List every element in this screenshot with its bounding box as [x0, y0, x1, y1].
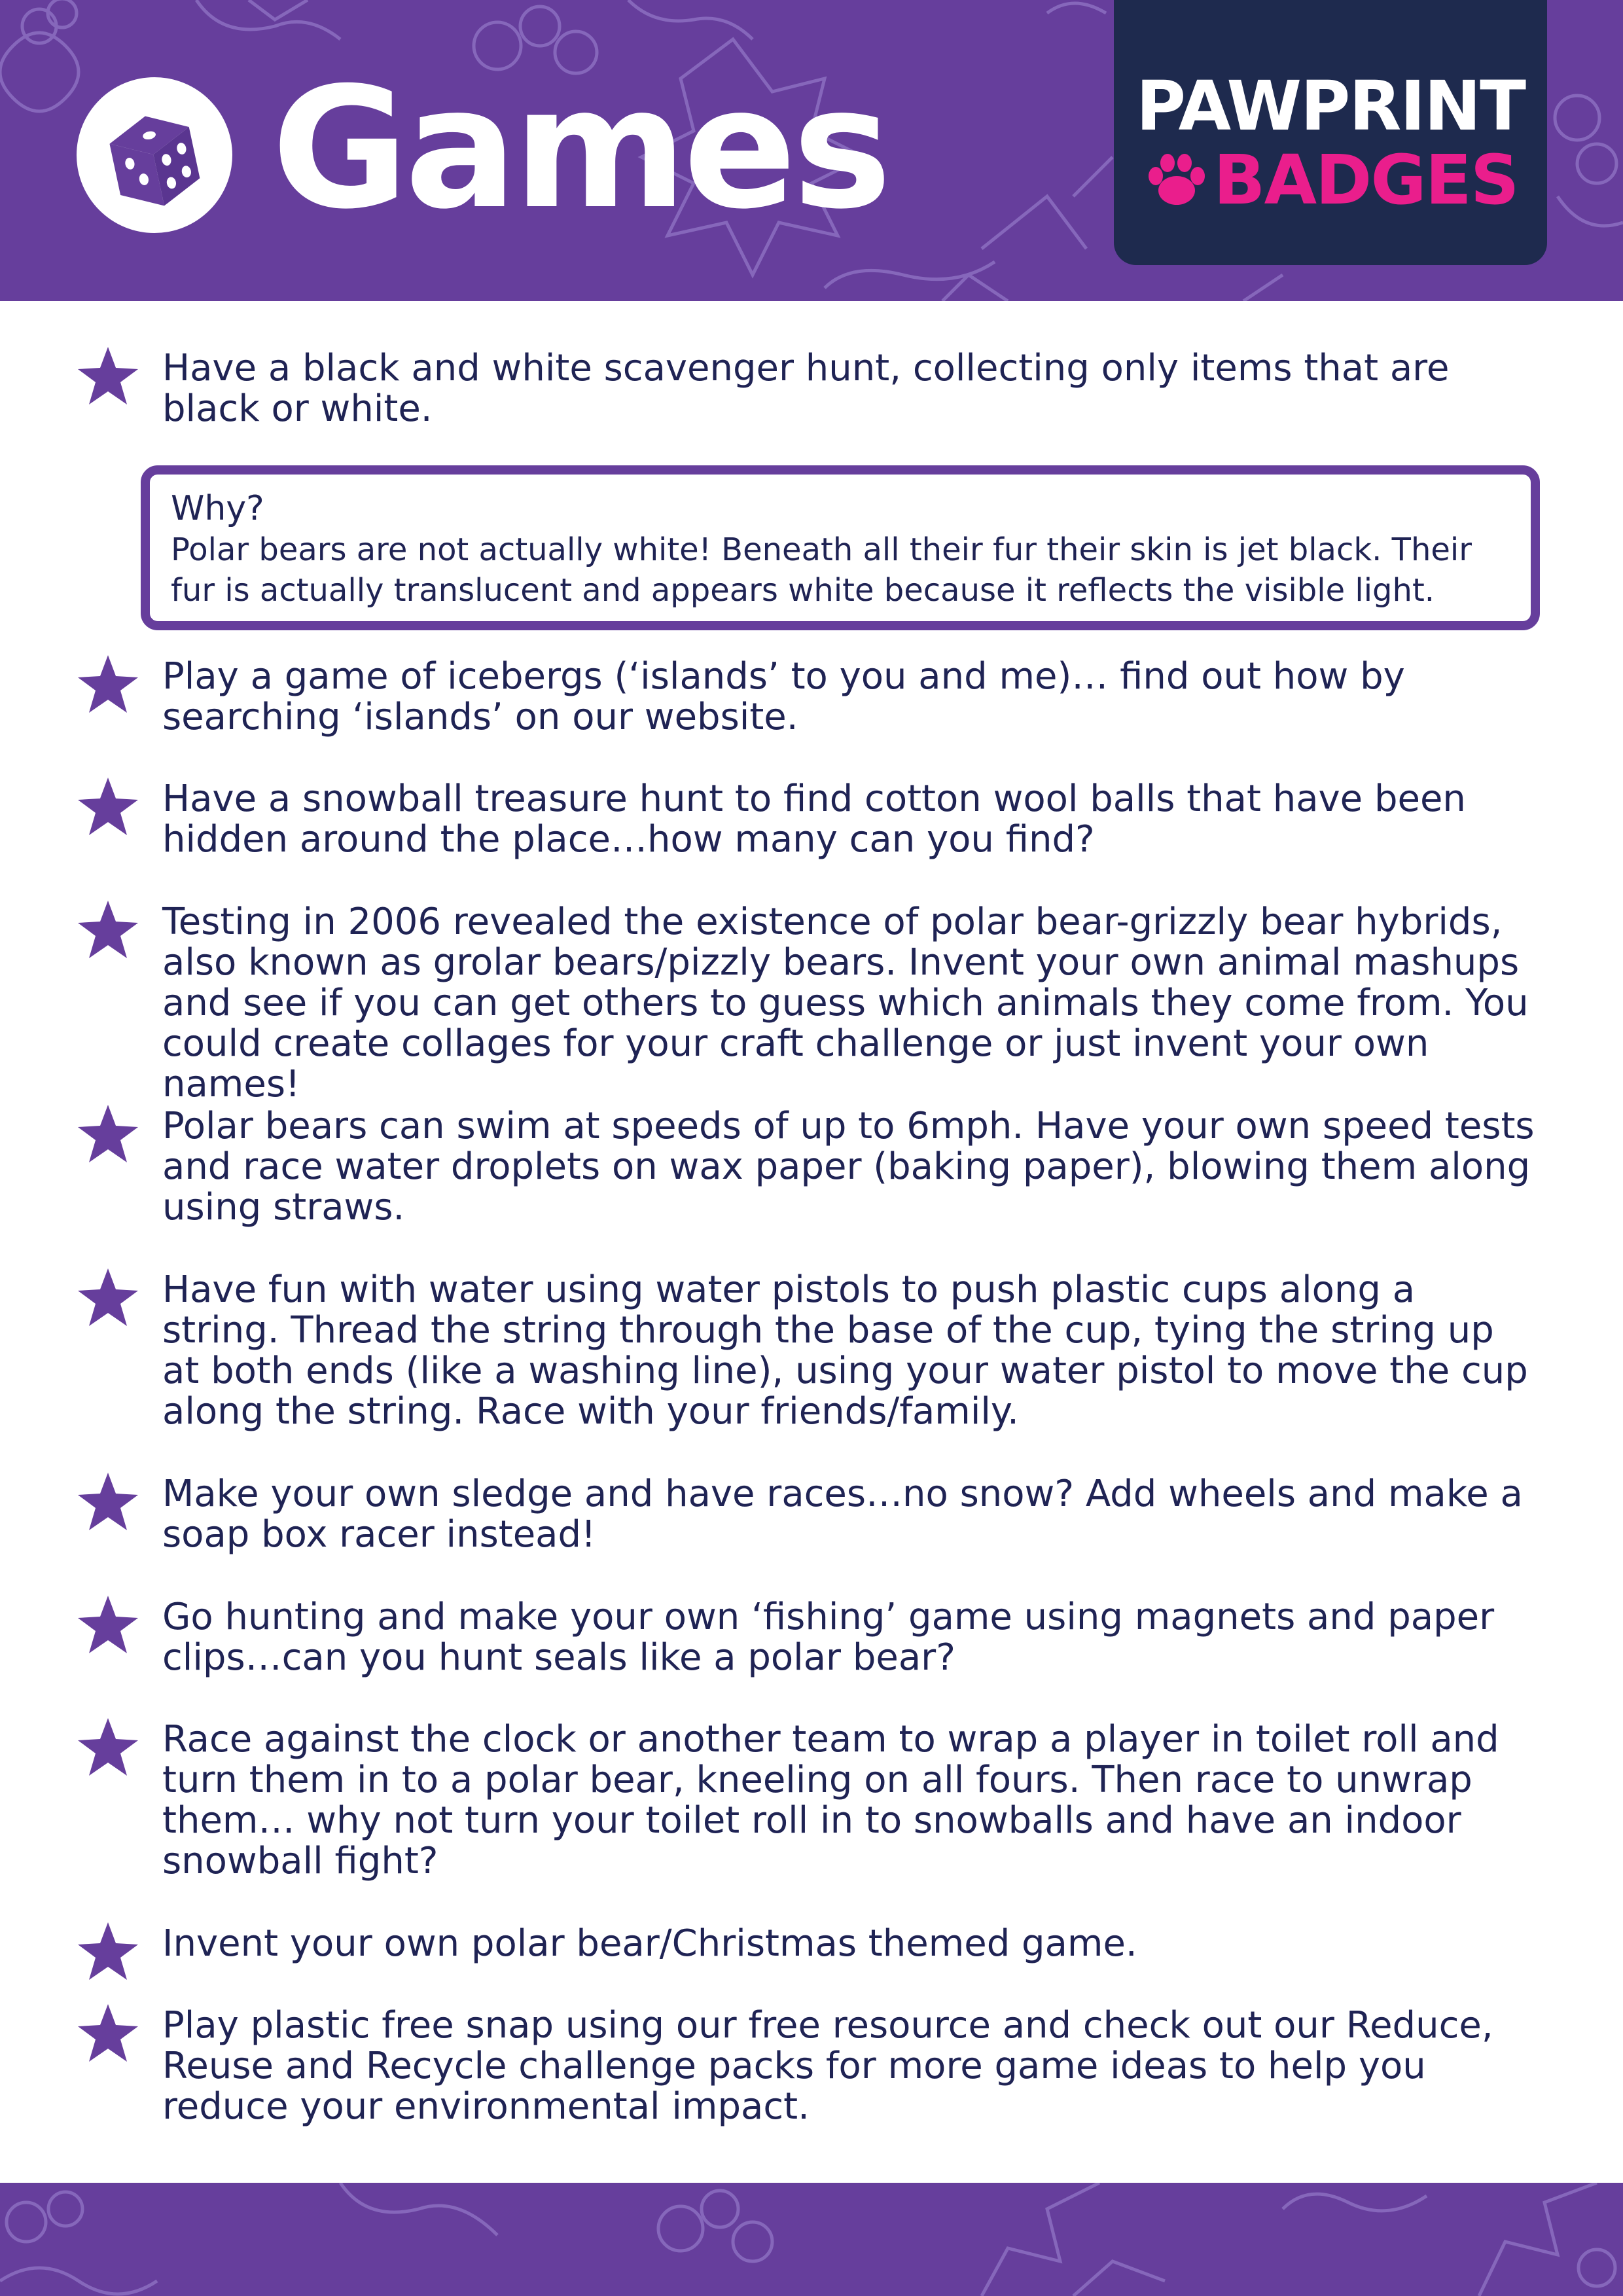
list-item: Play a game of icebergs (‘islands’ to you and me)… find out how by searching ‘islands’ on our website.: [162, 655, 1405, 738]
list-item: Make your own sledge and have races…no snow? Add wheels and make a soap box racer instead!: [162, 1473, 1523, 1556]
logo-text-badges: BADGES: [1213, 140, 1518, 220]
star-bullet-icon: [75, 774, 141, 839]
star-bullet-icon: [75, 651, 141, 717]
star-bullet-icon: [75, 343, 141, 408]
star-bullet-icon: [75, 1918, 141, 1984]
star-bullet-icon: [75, 1714, 141, 1780]
why-callout: [141, 465, 1540, 630]
star-bullet-icon: [75, 1101, 141, 1166]
list-item: Invent your own polar bear/Christmas themed game.: [162, 1922, 1137, 1965]
holly-pattern: [0, 2183, 1623, 2296]
why-text: Polar bears are not actually white! Beneath all their fur their skin is jet black. Their fur is actually translucent and appears white because it reflects the visible light.: [171, 531, 1472, 609]
star-bullet-icon: [75, 1469, 141, 1534]
footer-banner: [0, 2183, 1623, 2296]
star-bullet-icon: [75, 2000, 141, 2066]
list-item: Race against the clock or another team to wrap a player in toilet roll and turn them in to a polar bear, kneeling on all fours. Then race to unwrap them… why not turn your toilet roll in to snowballs and have an indoor snowball fight?: [162, 1718, 1499, 1882]
list-item: Have fun with water using water pistols to push plastic cups along a string. Thread the string through the base of the cup, tying the string up at both ends (like a washing line), using your water pistol to move the cup along the string. Race with your friends/family.: [162, 1268, 1528, 1433]
list-item: Have a black and white scavenger hunt, collecting only items that are black or white.: [162, 347, 1450, 430]
star-bullet-icon: [75, 1265, 141, 1330]
list-item: Polar bears can swim at speeds of up to 6mph. Have your own speed tests and race water droplets on wax paper (baking paper), blowing them along using straws.: [162, 1105, 1535, 1229]
page-title: Games: [272, 52, 888, 246]
list-item: Testing in 2006 revealed the existence of polar bear-grizzly bear hybrids, also known as grolar bears/pizzly bears. Invent your own animal mashups and see if you can get others to guess which animals they come from. You could create collages for your craft challenge or just invent your own names!: [162, 901, 1529, 1105]
list-item: Have a snowball treasure hunt to find cotton wool balls that have been hidden around the place…how many can you find?: [162, 778, 1466, 861]
list-item: Go hunting and make your own ‘fishing’ game using magnets and paper clips…can you hunt seals like a polar bear?: [162, 1596, 1495, 1679]
list-item: Play plastic free snap using our free resource and check out our Reduce, Reuse and Recycle challenge packs for more game ideas to help you reduce your environmental impact.: [162, 2004, 1493, 2128]
star-bullet-icon: [75, 1592, 141, 1657]
why-title: Why?: [171, 489, 264, 528]
logo-text-pawprint: PAWPRINT: [1135, 66, 1525, 146]
star-bullet-icon: [75, 897, 141, 962]
